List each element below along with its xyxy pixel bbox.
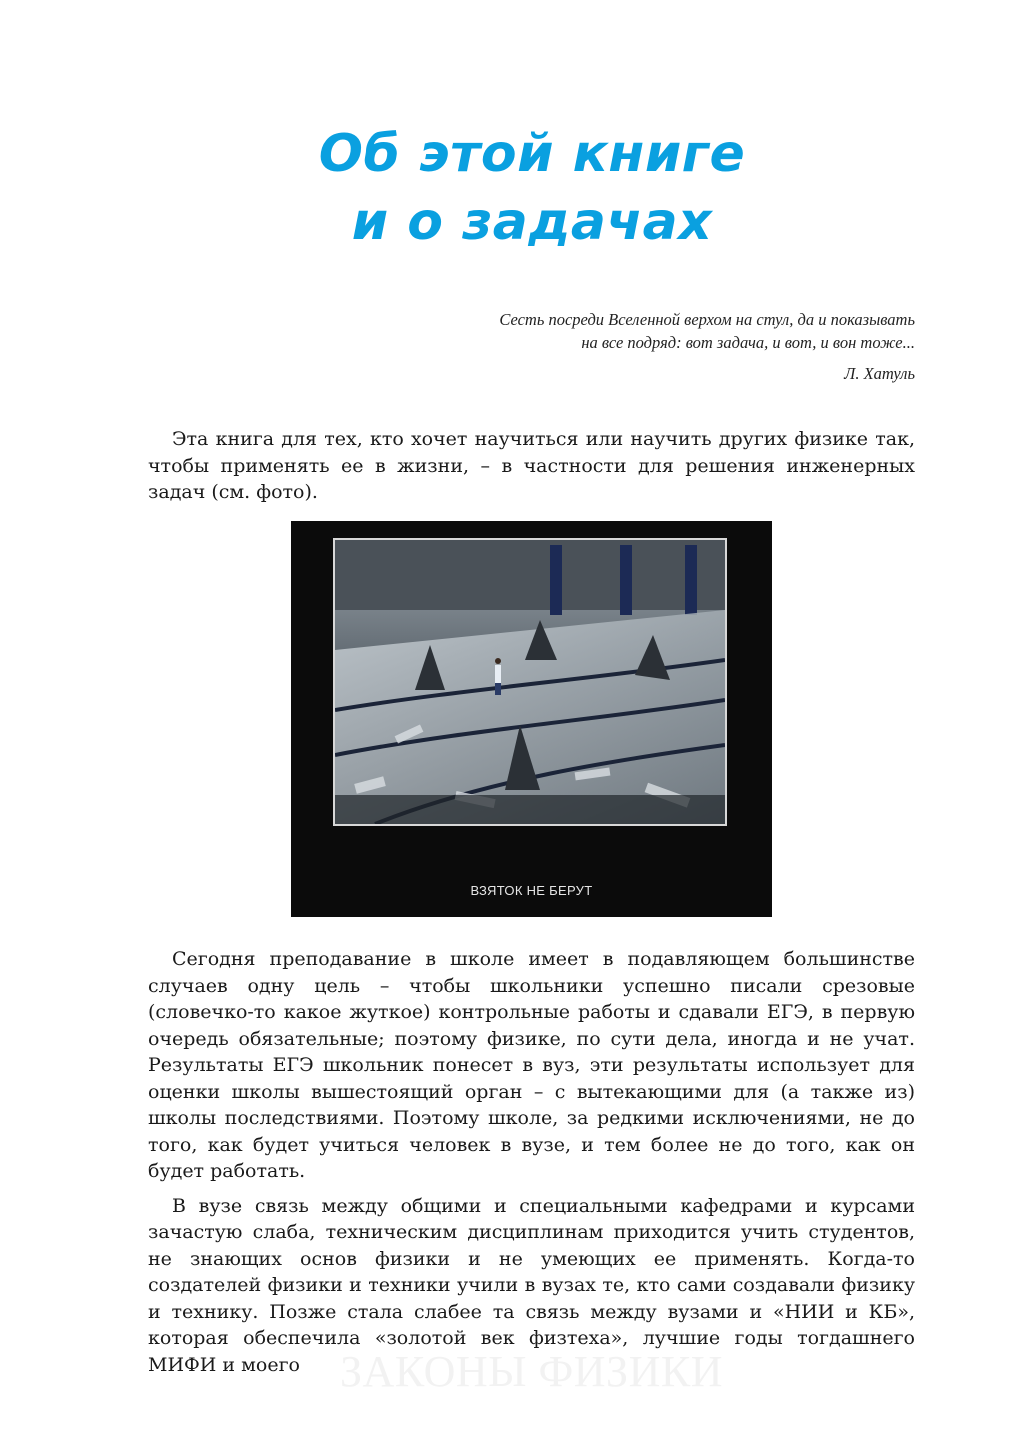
photo-frame <box>333 538 727 826</box>
body-text <box>148 946 915 1386</box>
photo-caption-sub: ВЗЯТОК НЕ БЕРУТ <box>470 883 593 898</box>
epigraph-author: Л. Хатуль <box>844 364 915 383</box>
chapter-title-line-2: и о задачах <box>351 192 713 252</box>
paragraph-2: В вузе связь между общими и специальными кафедрами и курсами зачастую слаба, техническим дисциплинам приходится учить студентов, не знающих основ физики и не умеющих ее применять. Когда-то создателей физики и техники учили в вузах те, кто сами создавали физику и технику. Позже стала слабее та связь между вузами и «НИИ и КБ», которая обеспечила «золотой век физтеха», лучшие годы тогдашнего МИФИ и моего <box>148 1194 915 1376</box>
chapter-title <box>0 120 1034 256</box>
intro-paragraph: Эта книга для тех, кто хочет научиться или научить других физике так, чтобы применять ее в жизни, – в частности для решения инженерных задач (см. фото). <box>148 428 915 503</box>
photo-caption-main: ЗАКОНЫ ФИЗИКИ <box>340 1347 723 1396</box>
epigraph-line-2: на все подряд: вот задача, и вот, и вон тоже... <box>581 333 915 352</box>
epigraph <box>355 308 915 385</box>
chapter-title-line-1: Об этой книге <box>318 124 746 184</box>
epigraph-line-1: Сесть посреди Вселенной верхом на стул, да и показывать <box>499 310 915 329</box>
paragraph-1: Сегодня преподавание в школе имеет в подавляющем большинстве случаев одну цель – чтобы школьники успешно писали срезовые (словечко-то какое жуткое) контрольные работы и сдавали ЕГЭ, в первую очередь обязательные; поэтому физике, по сути дела, иногда и не учат. Результаты ЕГЭ школьник понесет в вуз, эти результаты использует для оценки школы вышестоящий орган – с вытекающими для (а также из) школы последствиями. Поэтому школе, за редкими исключениями, не до того, как будет учиться человек в вузе, и тем более не до того, как он будет работать. <box>148 948 915 1182</box>
collapsed-pool-image <box>335 540 725 824</box>
intro-block <box>148 426 915 514</box>
